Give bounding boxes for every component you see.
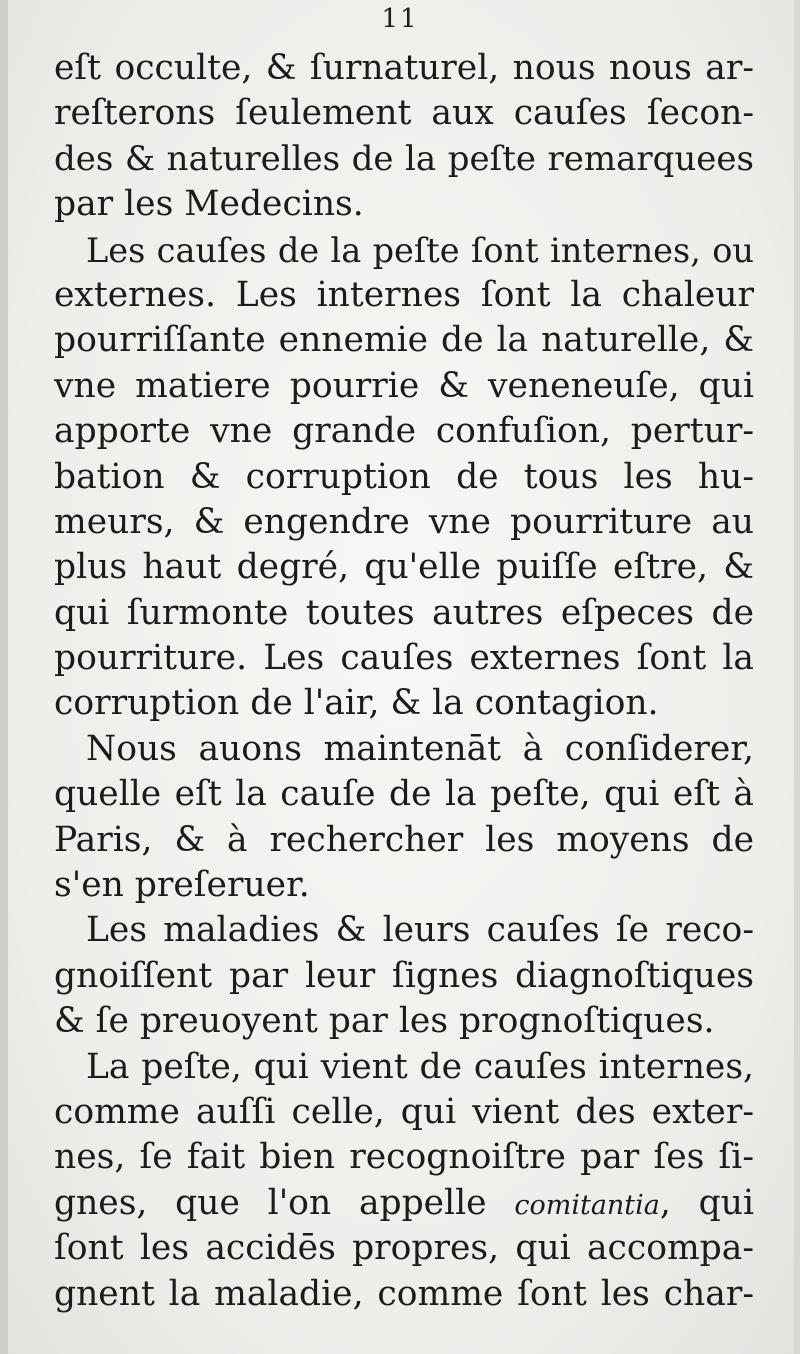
text-line — [54, 1181, 754, 1226]
text-line: pourriſſante ennemie de la naturelle, & — [54, 320, 754, 361]
text-line: gnent la maladie, comme ſont les char- — [54, 1273, 754, 1314]
text-line: meurs, & engendre vne pourriture au — [54, 501, 754, 542]
text-line: s'en preſeruer. — [54, 865, 310, 906]
text-segment: gnes, que l'on appelle — [54, 1182, 515, 1223]
italic-term: comitantia — [514, 1189, 660, 1221]
text-line: qui ſurmonte toutes autres eſpeces de — [54, 592, 754, 633]
text-line: bation & corruption de tous les hu- — [54, 456, 754, 497]
page-number: 11 — [381, 4, 419, 34]
text-line: plus haut degré, qu'elle puiſſe eſtre, & — [54, 547, 754, 588]
text-line: Les cauſes de la peſte ſont internes, ou — [86, 230, 754, 270]
text-line: reſterons ſeulement aux cauſes ſecon- — [54, 93, 754, 134]
text-line: gnoiſſent par leur ſignes diagnoſtiques — [54, 955, 754, 996]
text-segment: , qui — [659, 1182, 754, 1223]
text-line: corruption de l'air, & la contagion. — [54, 683, 659, 724]
text-line: & ſe preuoyent par les prognoſtiques. — [54, 1001, 715, 1042]
text-line: comme auſſi celle, qui vient des exter- — [54, 1091, 754, 1132]
page-left-edge — [0, 0, 8, 1354]
text-line: nes, ſe fait bien recognoiſtre par ſes ſi- — [54, 1137, 754, 1178]
text-line: externes. Les internes ſont la chaleur — [54, 274, 754, 315]
text-line: Paris, & à rechercher les moyens de — [54, 819, 754, 860]
text-line: eſt occulte, & ſurnaturel, nous nous ar- — [54, 48, 754, 88]
text-line: par les Medecins. — [54, 184, 364, 225]
text-line: vne matiere pourrie & veneneuſe, qui — [54, 365, 754, 406]
text-line: des & naturelles de la peſte remarquees — [54, 138, 754, 179]
text-line: Les maladies & leurs cauſes ſe reco- — [86, 910, 754, 951]
page-right-edge — [794, 0, 800, 1354]
text-line: ſont les accidēs propres, qui accompa- — [54, 1228, 754, 1269]
text-line: quelle eſt la cauſe de la peſte, qui eſt à — [54, 774, 754, 815]
text-line: pourriture. Les cauſes externes ſont la — [54, 638, 754, 679]
text-line: Nous auons maintenāt à conſiderer, — [86, 728, 754, 769]
text-line: apporte vne grande confuſion, pertur- — [54, 411, 754, 452]
text-line: La peſte, qui vient de cauſes internes, — [86, 1046, 754, 1087]
body-text — [54, 46, 754, 1317]
